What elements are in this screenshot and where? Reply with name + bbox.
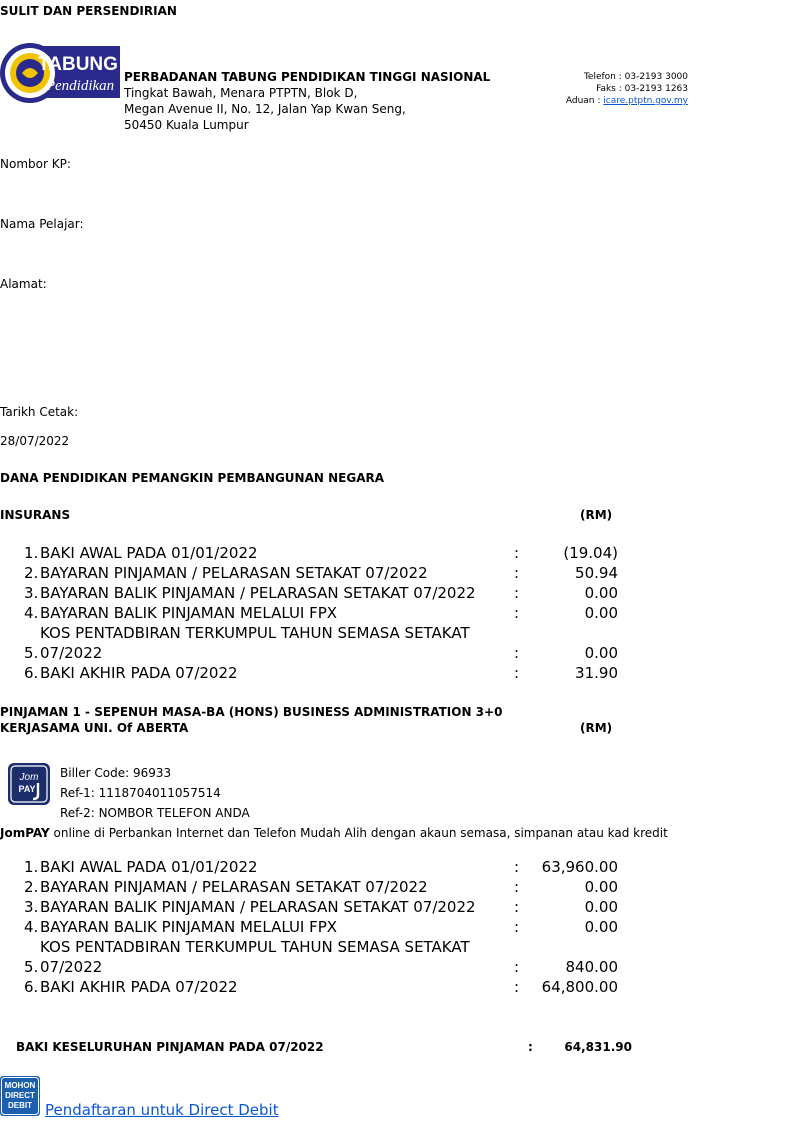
total-value: 64,831.90 xyxy=(564,1040,632,1054)
pinjaman-row-5-line1: KOS PENTADBIRAN TERKUMPUL TAHUN SEMASA SETAKAT xyxy=(40,938,470,956)
insurans-title: INSURANS xyxy=(0,508,71,522)
nama-pelajar-label: Nama Pelajar: xyxy=(0,217,84,231)
jompay-ref1: Ref-1: 1118704011057514 xyxy=(60,786,221,800)
classification-label: SULIT DAN PERSENDIRIAN xyxy=(0,4,177,18)
jompay-brand: JomPAY xyxy=(0,826,50,840)
insurans-row-6: 6. BAKI AKHIR PADA 07/2022 : 31.90 xyxy=(24,664,618,682)
total-colon: : xyxy=(528,1040,533,1054)
insurans-row-4: 4. BAYARAN BALIK PINJAMAN MELALUI FPX : 0.00 xyxy=(24,604,618,622)
direct-debit-link[interactable]: Pendaftaran untuk Direct Debit xyxy=(45,1101,279,1119)
pinjaman-row-3: 3. BAYARAN BALIK PINJAMAN / PELARASAN SETAKAT 07/2022 : 0.00 xyxy=(24,898,618,916)
insurans-currency: (RM) xyxy=(580,508,613,522)
pinjaman-currency: (RM) xyxy=(580,721,613,735)
jompay-ref2: Ref-2: NOMBOR TELEFON ANDA xyxy=(60,806,250,820)
contact-aduan xyxy=(560,96,688,106)
direct-debit-badge[interactable] xyxy=(0,1076,40,1116)
jompay-logo xyxy=(8,763,50,805)
jompay-description xyxy=(0,826,668,840)
address-line-1: Tingkat Bawah, Menara PTPTN, Blok D, xyxy=(124,86,358,100)
insurans-row-3: 3. BAYARAN BALIK PINJAMAN / PELARASAN SETAKAT 07/2022 : 0.00 xyxy=(24,584,618,602)
insurans-row-2: 2. BAYARAN PINJAMAN / PELARASAN SETAKAT 07/2022 : 50.94 xyxy=(24,564,618,582)
ptptn-logo xyxy=(0,40,120,106)
contact-telefon: Telefon : 03-2193 3000 xyxy=(583,72,688,82)
tarikh-cetak-label: Tarikh Cetak: xyxy=(0,405,79,419)
total-label: BAKI KESELURUHAN PINJAMAN PADA 07/2022 xyxy=(16,1040,324,1054)
insurans-row-5-line1: KOS PENTADBIRAN TERKUMPUL TAHUN SEMASA SETAKAT xyxy=(40,624,470,642)
logo-word2: Pendidikan xyxy=(45,78,115,94)
pinjaman-title-line1: PINJAMAN 1 - SEPENUH MASA-BA (HONS) BUSINESS ADMINISTRATION 3+0 xyxy=(0,705,503,719)
direct-debit-icon xyxy=(0,1076,40,1116)
jompay-description-text: online di Perbankan Internet dan Telefon Mudah Alih dengan akaun semasa, simpanan atau kad kredit xyxy=(49,826,668,840)
org-name: PERBADANAN TABUNG PENDIDIKAN TINGGI NASIONAL xyxy=(124,70,491,84)
address-line-2: Megan Avenue II, No. 12, Jalan Yap Kwan Seng, xyxy=(124,102,406,116)
nombor-kp-label: Nombor KP: xyxy=(0,157,71,171)
alamat-label: Alamat: xyxy=(0,277,47,291)
address-line-3: 50450 Kuala Lumpur xyxy=(124,118,249,132)
svg-text:MOHON: MOHON xyxy=(4,1081,36,1090)
svg-text:DEBIT: DEBIT xyxy=(8,1101,32,1110)
ptptn-logo-icon xyxy=(0,40,120,106)
aduan-label: Aduan : xyxy=(565,96,601,106)
pinjaman-title-line2: KERJASAMA UNI. Of ABERTA xyxy=(0,721,189,735)
pinjaman-row-5: 5. 07/2022 : 840.00 xyxy=(24,958,618,976)
tarikh-cetak-value: 28/07/2022 xyxy=(0,434,70,448)
svg-text:Jom: Jom xyxy=(19,772,39,783)
contact-faks: Faks : 03-2193 1263 xyxy=(596,84,688,94)
svg-text:PAY: PAY xyxy=(18,784,36,794)
jompay-icon xyxy=(8,763,50,805)
pinjaman-row-1: 1. BAKI AWAL PADA 01/01/2022 : 63,960.00 xyxy=(24,858,618,876)
logo-word1: TABUNG xyxy=(38,54,118,75)
insurans-row-1: 1. BAKI AWAL PADA 01/01/2022 : (19.04) xyxy=(24,544,618,562)
aduan-link[interactable]: icare.ptptn.gov.my xyxy=(603,96,688,106)
svg-text:DIRECT: DIRECT xyxy=(5,1091,35,1100)
tagline: DANA PENDIDIKAN PEMANGKIN PEMBANGUNAN NEGARA xyxy=(0,471,385,485)
pinjaman-row-2: 2. BAYARAN PINJAMAN / PELARASAN SETAKAT 07/2022 : 0.00 xyxy=(24,878,618,896)
jompay-biller-code: Biller Code: 96933 xyxy=(60,766,172,780)
insurans-row-5: 5. 07/2022 : 0.00 xyxy=(24,644,618,662)
pinjaman-row-4: 4. BAYARAN BALIK PINJAMAN MELALUI FPX : 0.00 xyxy=(24,918,618,936)
pinjaman-row-6: 6. BAKI AKHIR PADA 07/2022 : 64,800.00 xyxy=(24,978,618,996)
